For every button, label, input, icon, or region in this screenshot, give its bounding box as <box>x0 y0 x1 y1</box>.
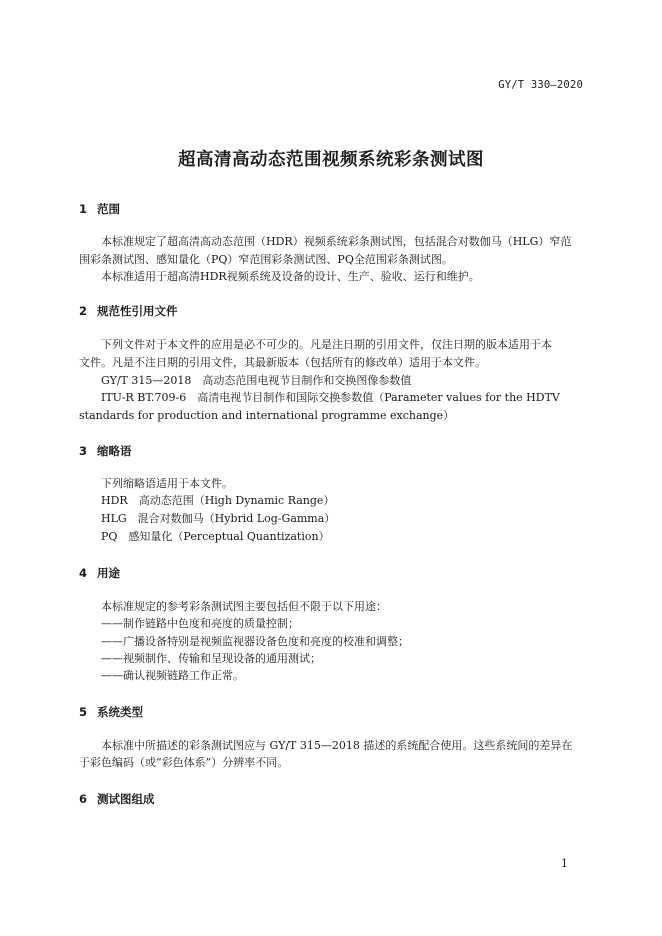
paragraph-line: 下列缩略语适用于本文件。 <box>101 477 233 490</box>
section-title: 测试图组成 <box>97 792 155 806</box>
reference-item: ITU-R BT.709-6 高清电视节目制作和国际交换参数值（Parameter values for the HDTV <box>101 391 560 404</box>
paragraph-line: 下列文件对于本文件的应用是必不可少的。凡是注日期的引用文件，仅注日期的版本适用于本 <box>101 338 552 351</box>
paragraph-line: 文件。凡是不注日期的引用文件，其最新版本（包括所有的修改单）适用于本文件。 <box>79 356 486 369</box>
document-title: 超高清高动态范围视频系统彩条测试图 <box>178 150 484 170</box>
reference-item-continued: standards for production and international programme exchange） <box>79 409 455 422</box>
page-number: 1 <box>561 857 568 870</box>
section-number: 6 <box>79 792 88 806</box>
paragraph-line: 本标准适用于超高清HDR视频系统及设备的设计、生产、验收、运行和维护。 <box>101 270 480 283</box>
section-6-heading <box>79 791 155 807</box>
section-4-heading <box>79 565 120 581</box>
section-number: 5 <box>79 705 88 719</box>
reference-item: GY/T 315—2018 高动态范围电视节目制作和交换图像参数值 <box>101 374 412 387</box>
section-title: 缩略语 <box>97 444 132 458</box>
section-title: 用途 <box>97 566 120 580</box>
paragraph-line: 于彩色编码（或“彩色体系”）分辨率不同。 <box>79 756 289 769</box>
abbreviation-item: HLG 混合对数伽马（Hybrid Log-Gamma） <box>101 512 336 525</box>
paragraph-line: 围彩条测试图、感知量化（PQ）窄范围彩条测试图、PQ全范围彩条测试图。 <box>79 253 453 266</box>
section-number: 3 <box>79 444 88 458</box>
list-item: ——广播设备特别是视频监视器设备色度和亮度的校准和调整； <box>101 635 409 648</box>
section-1-heading <box>79 201 120 217</box>
abbreviation-item: HDR 高动态范围（High Dynamic Range） <box>101 494 335 507</box>
abbreviation-item: PQ 感知量化（Perceptual Quantization） <box>101 530 330 543</box>
section-title: 范围 <box>97 202 120 216</box>
paragraph-line: 本标准中所描述的彩条测试图应与 GY/T 315—2018 描述的系统配合使用。这些系统间的差异在 <box>101 739 573 752</box>
section-number: 4 <box>79 566 88 580</box>
paragraph-line: 本标准规定了超高清高动态范围（HDR）视频系统彩条测试图，包括混合对数伽马（HLG）窄范 <box>101 235 572 248</box>
list-item: ——制作链路中色度和亮度的质量控制； <box>101 617 299 630</box>
section-5-heading <box>79 704 143 720</box>
list-item: ——视频制作、传输和呈现设备的通用测试； <box>101 652 321 665</box>
section-3-heading <box>79 443 132 459</box>
section-title: 规范性引用文件 <box>97 304 178 318</box>
section-2-heading <box>79 303 178 319</box>
list-item: ——确认视频链路工作正常。 <box>101 669 244 682</box>
section-number: 2 <box>79 304 88 318</box>
paragraph-line: 本标准规定的参考彩条测试图主要包括但不限于以下用途： <box>101 600 387 613</box>
section-title: 系统类型 <box>97 705 143 719</box>
section-number: 1 <box>79 202 88 216</box>
standard-code: GY/T 330—2020 <box>498 79 583 91</box>
